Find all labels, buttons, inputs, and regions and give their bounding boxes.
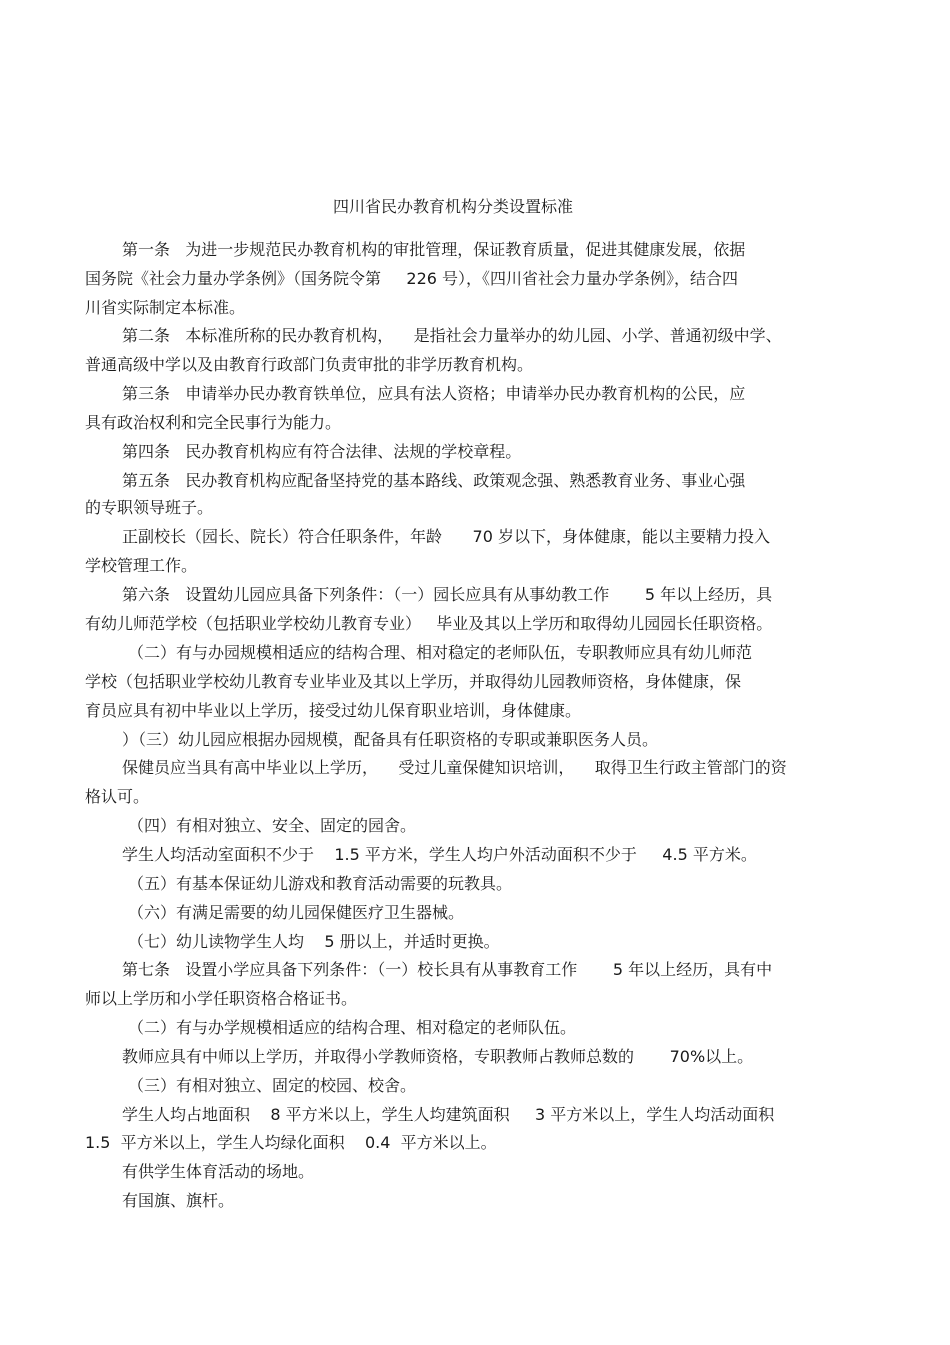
text-line: 育员应具有初中毕业以上学历，接受过幼儿保育职业培训，身体健康。 xyxy=(85,701,582,720)
text-line: 有国旗、旗杆。 xyxy=(122,1191,235,1210)
text-line: 第七条 设置小学应具备下列条件：（一）校长具有从事教育工作 5 年以上经历，具有中 xyxy=(122,960,773,979)
text-line: 师以上学历和小学任职资格合格证书。 xyxy=(85,989,358,1008)
text-line: （五）有基本保证幼儿游戏和教育活动需要的玩教具。 xyxy=(128,874,513,893)
text-line: 学校（包括职业学校幼儿教育专业毕业及其以上学历，并取得幼儿园教师资格，身体健康，保 xyxy=(85,672,742,691)
text-line: 普通高级中学以及由教育行政部门负责审批的非学历教育机构。 xyxy=(85,355,534,374)
text-line: 学校管理工作。 xyxy=(85,556,198,575)
text-line: 学生人均占地面积 8 平方米以上，学生人均建筑面积 3 平方米以上，学生人均活动面积 xyxy=(122,1105,775,1124)
text-line: （二）有与办学规模相适应的结构合理、相对稳定的老师队伍。 xyxy=(128,1018,577,1037)
text-line: 格认可。 xyxy=(85,787,150,806)
text-line: （四）有相对独立、安全、固定的园舍。 xyxy=(128,816,417,835)
text-line: ）（三）幼儿园应根据办园规模，配备具有任职资格的专职或兼职医务人员。 xyxy=(122,730,659,749)
text-line: 保健员应当具有高中毕业以上学历， 受过儿童保健知识培训， 取得卫生行政主管部门的资 xyxy=(122,758,787,777)
text-line: 第五条 民办教育机构应配备坚持党的基本路线、政策观念强、熟悉教育业务、事业心强 xyxy=(122,471,746,490)
text-line: （六）有满足需要的幼儿园保健医疗卫生器械。 xyxy=(128,903,465,922)
text-line: 第三条 申请举办民办教育铁单位，应具有法人资格；申请举办民办教育机构的公民，应 xyxy=(122,384,746,403)
text-line: 第四条 民办教育机构应有符合法律、法规的学校章程。 xyxy=(122,442,522,461)
text-line: 1.5 平方米以上，学生人均绿化面积 0.4 平方米以上。 xyxy=(85,1133,497,1152)
text-line: 正副校长（园长、院长）符合任职条件，年龄 70 岁以下，身体健康，能以主要精力投入 xyxy=(122,527,770,546)
text-line: 教师应具有中师以上学历，并取得小学教师资格，专职教师占教师总数的 70%以上。 xyxy=(122,1047,754,1066)
text-line: 第六条 设置幼儿园应具备下列条件：（一）园长应具有从事幼教工作 5 年以上经历，具 xyxy=(122,585,773,604)
text-line: 具有政治权利和完全民事行为能力。 xyxy=(85,413,342,432)
text-line: 国务院《社会力量办学条例》（国务院令第 226 号），《四川省社会力量办学条例》，结合四 xyxy=(85,269,739,288)
text-line: 第一条 为进一步规范民办教育机构的审批管理，保证教育质量，促进其健康发展，依据 xyxy=(122,240,746,259)
page-title: 四川省民办教育机构分类设置标准 xyxy=(333,197,574,216)
text-line: 的专职领导班子。 xyxy=(85,498,214,517)
text-line: （二）有与办园规模相适应的结构合理、相对稳定的老师队伍，专职教师应具有幼儿师范 xyxy=(128,643,753,662)
text-line: （三）有相对独立、固定的校园、校舍。 xyxy=(128,1076,417,1095)
text-line: 川省实际制定本标准。 xyxy=(85,298,246,317)
text-line: 第二条 本标准所称的民办教育机构， 是指社会力量举办的幼儿园、小学、普通初级中学、 xyxy=(122,326,782,345)
text-line: 学生人均活动室面积不少于 1.5 平方米，学生人均户外活动面积不少于 4.5 平方米。 xyxy=(122,845,757,864)
text-line: 有供学生体育活动的场地。 xyxy=(122,1162,315,1181)
text-line: 有幼儿师范学校（包括职业学校幼儿教育专业） 毕业及其以上学历和取得幼儿园园长任职资格。 xyxy=(85,614,773,633)
text-line: （七）幼儿读物学生人均 5 册以上，并适时更换。 xyxy=(128,932,500,951)
